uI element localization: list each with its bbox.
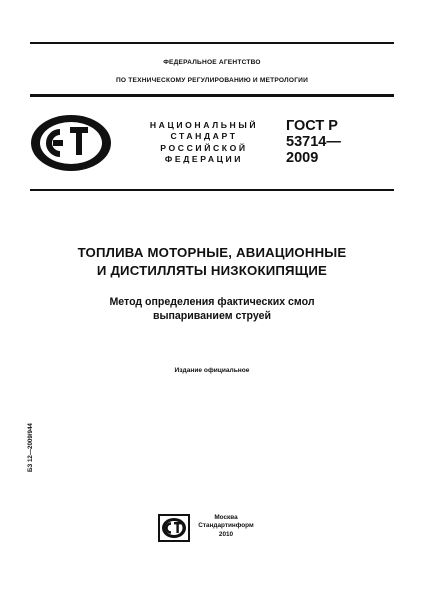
header-divider <box>30 94 394 97</box>
designation-line-1: ГОСТ Р <box>286 118 338 134</box>
agency-line-1: ФЕДЕРАЛЬНОЕ АГЕНТСТВО <box>163 59 261 66</box>
publisher-name: Стандартинформ <box>198 522 254 530</box>
title-line-2: И ДИСТИЛЛЯТЫ НИЗКОКИПЯЩИЕ <box>96 263 328 278</box>
agency-line-2: ПО ТЕХНИЧЕСКОМУ РЕГУЛИРОВАНИЮ И МЕТРОЛОГИИ <box>115 77 309 84</box>
logo-divider <box>30 189 394 191</box>
standard-designation <box>286 118 341 166</box>
top-rule <box>30 42 394 44</box>
standartinform-logo-icon <box>158 514 190 542</box>
subtitle-line-2: выпариванием струей <box>152 310 272 322</box>
publisher-city: Москва <box>214 514 238 521</box>
standard-type-line-3: РОССИЙСКОЙ <box>160 142 248 153</box>
side-code: БЗ 12—2009/944 <box>27 423 34 472</box>
standard-type-line-2: СТАНДАРТ <box>170 131 238 142</box>
standard-type <box>142 120 266 166</box>
publisher-year: 2010 <box>218 530 234 538</box>
standard-type-line-1: НАЦИОНАЛЬНЫЙ <box>149 120 259 130</box>
subtitle-line-1: Метод определения фактических смол <box>109 296 315 308</box>
title-line-1: ТОПЛИВА МОТОРНЫЕ, АВИАЦИОННЫЕ <box>77 245 347 260</box>
document-title <box>30 244 394 280</box>
document-subtitle <box>30 295 394 323</box>
edition-label: Издание официальное <box>174 367 250 374</box>
designation-line-2: 53714— <box>286 134 341 150</box>
designation-line-3: 2009 <box>286 150 319 166</box>
standard-type-line-4: ФЕДЕРАЦИИ <box>164 154 244 165</box>
publisher-imprint <box>196 514 256 539</box>
rst-emblem-icon <box>30 114 112 172</box>
